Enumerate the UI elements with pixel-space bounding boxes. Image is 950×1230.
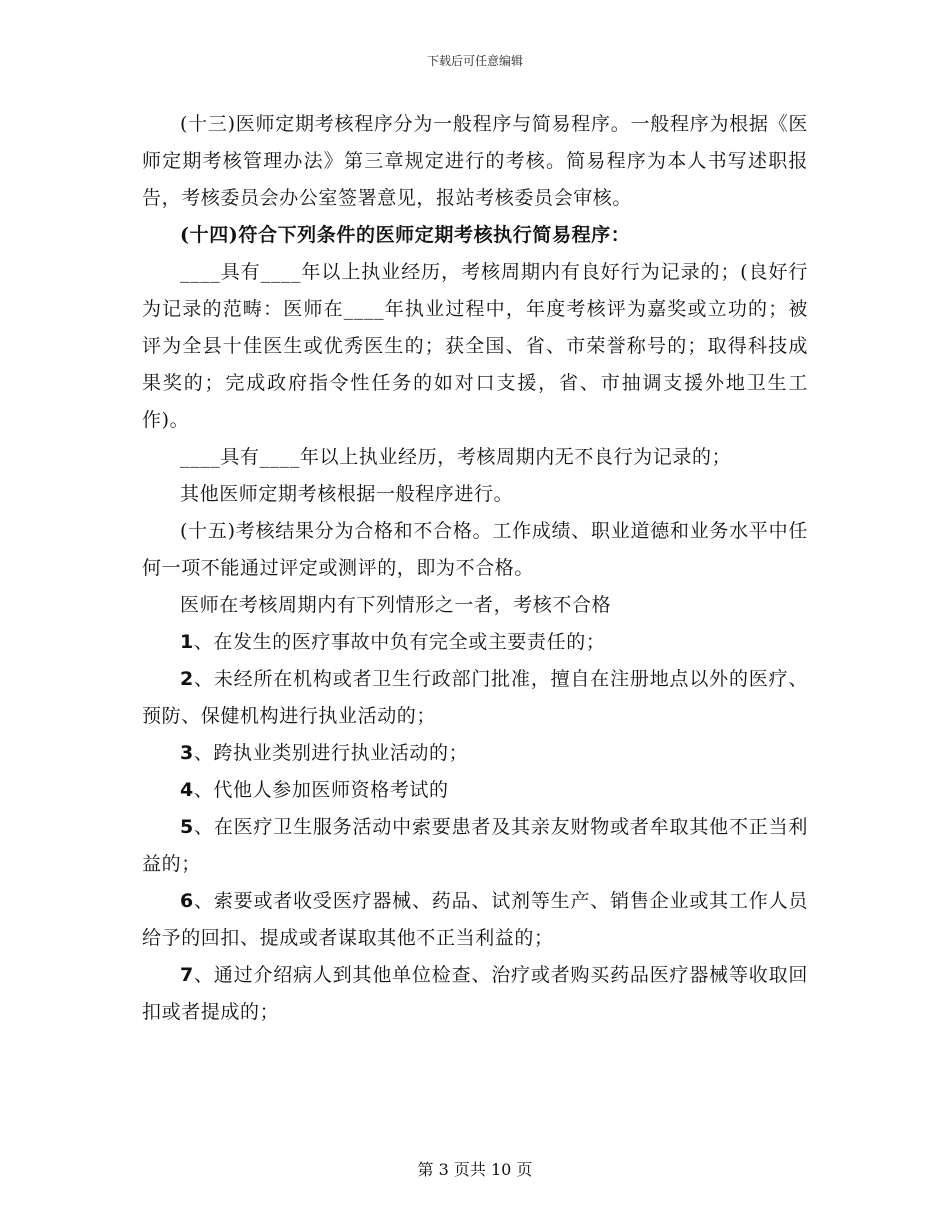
paragraph-15: (十五)考核结果分为合格和不合格。工作成绩、职业道德和业务水平中任何一项不能通过评定或测评的，即为不合格。 (142, 520, 808, 579)
page-header: 下载后可任意编辑 (426, 54, 523, 68)
page-footer: 第 3 页共 10 页 (417, 1160, 533, 1179)
paragraph-14-heading: (十四)符合下列条件的医师定期考核执行简易程序： (180, 224, 631, 246)
list-item: 7、通过介绍病人到其他单位检查、治疗或者购买药品医疗器械等收取回扣或者提成的； (142, 964, 808, 1023)
list-item: 5、在医疗卫生服务活动中索要患者及其亲友财物或者牟取其他不正当利益的； (142, 816, 808, 875)
list-item: 4、代他人参加医师资格考试的 (180, 779, 449, 801)
paragraph-condition-no-bad-record: ____具有____年以上执业经历，考核周期内无不良行为记录的； (180, 446, 732, 468)
list-item: 2、未经所在机构或者卫生行政部门批准，擅自在注册地点以外的医疗、预防、保健机构进行执业活动的； (142, 668, 808, 727)
list-item: 6、索要或者收受医疗器械、药品、试剂等生产、销售企业或其工作人员给予的回扣、提成或者谋取其他不正当利益的； (142, 890, 808, 949)
list-item: 1、在发生的医疗事故中负有完全或主要责任的； (180, 631, 606, 653)
document-body (142, 106, 808, 1031)
paragraph-13: (十三)医师定期考核程序分为一般程序与简易程序。一般程序为根据《医师定期考核管理办法》第三章规定进行的考核。简易程序为本人书写述职报告，考核委员会办公室签署意见，报站考核委员会审核。 (142, 113, 808, 209)
list-item: 3、跨执业类别进行执业活动的； (180, 742, 469, 764)
paragraph-general-procedure: 其他医师定期考核根据一般程序进行。 (180, 483, 514, 505)
paragraph-unqualified-intro: 医师在考核周期内有下列情形之一者，考核不合格 (180, 594, 612, 616)
paragraph-condition-good-record: ____具有____年以上执业经历，考核周期内有良好行为记录的；(良好行为记录的范畴：医师在____年执业过程中，年度考核评为嘉奖或立功的；被评为全县十佳医生或优秀医生的；获全国、省、市荣誉称号的；取得科技成果奖的；完成政府指令性任务的如对口支援，省、市抽调支援外地卫生工作)。 (142, 261, 808, 431)
